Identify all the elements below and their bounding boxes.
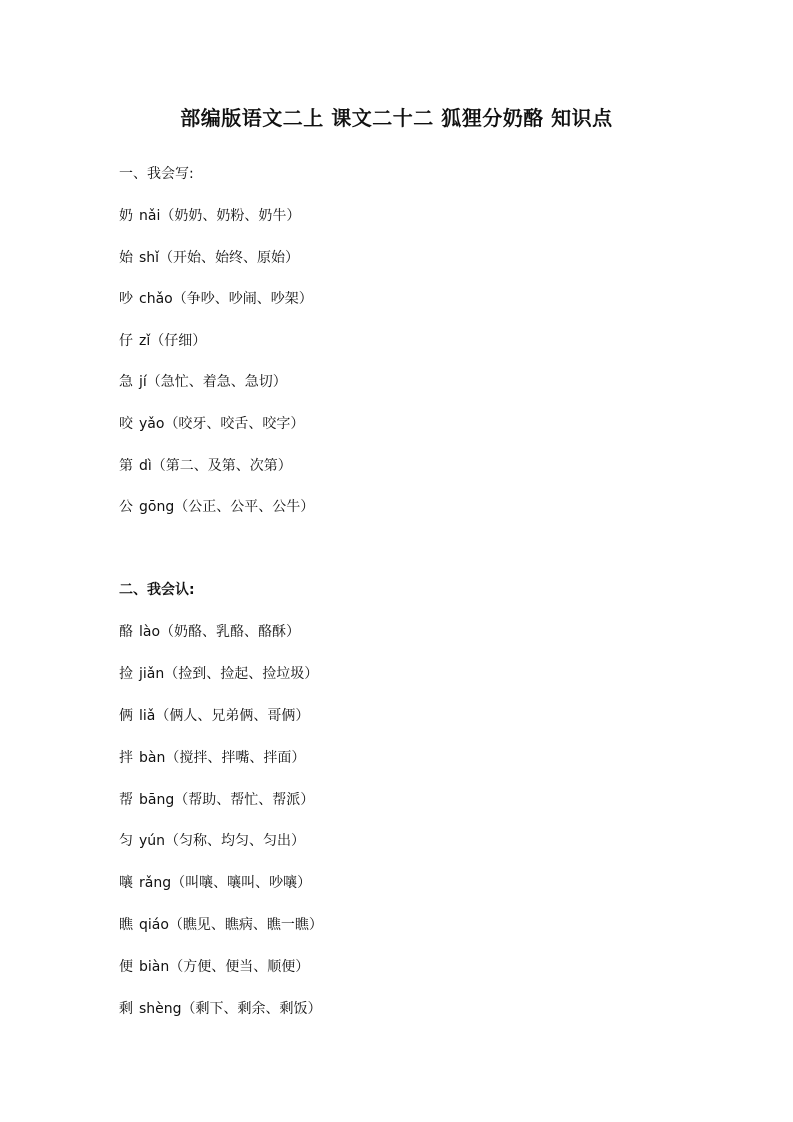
section-read	[119, 576, 719, 1037]
character: 匀	[119, 833, 133, 850]
character: 急	[119, 374, 133, 391]
pinyin: gōng	[139, 499, 175, 516]
example-words: （捡到、捡起、捡垃圾）	[164, 665, 319, 682]
character: 拌	[119, 749, 133, 766]
example-words: （方便、便当、顺便）	[169, 959, 310, 976]
pinyin: qiáo	[139, 917, 169, 934]
pinyin: liǎ	[139, 707, 156, 724]
pinyin: jiǎn	[139, 665, 165, 682]
pinyin: yún	[139, 833, 166, 850]
character: 剩	[119, 1001, 133, 1018]
example-words: （第二、及第、次第）	[151, 457, 292, 474]
pinyin: chǎo	[139, 291, 173, 308]
example-words: （剩下、剩余、剩饭）	[181, 1001, 322, 1018]
pinyin: bāng	[139, 791, 175, 808]
example-words: （奶酪、乳酪、酪酥）	[160, 624, 301, 640]
character: 嚷	[119, 875, 133, 892]
character: 奶	[119, 208, 133, 224]
pinyin: jí	[139, 374, 147, 391]
character: 瞧	[119, 917, 133, 934]
character: 仔	[119, 332, 133, 349]
list-item	[119, 285, 719, 313]
list-item	[119, 911, 719, 939]
list-item	[119, 410, 719, 438]
list-item	[119, 827, 719, 855]
example-words: （瞧见、瞧病、瞧一瞧）	[168, 917, 323, 934]
example-words: （仔细）	[150, 332, 207, 349]
list-item	[119, 995, 719, 1023]
character: 始	[119, 249, 133, 266]
list-item	[119, 618, 719, 646]
pinyin: zǐ	[139, 332, 151, 349]
section-heading: 二、我会认:	[119, 582, 195, 598]
list-item	[119, 702, 719, 730]
character: 俩	[119, 707, 133, 724]
pinyin: biàn	[139, 959, 170, 976]
list-item	[119, 327, 719, 355]
document-title: 部编版语文二上 课文二十二 狐狸分奶酪 知识点	[180, 106, 613, 130]
pinyin: yǎo	[139, 415, 165, 432]
pinyin: shèng	[139, 1001, 182, 1018]
example-words: （叫嚷、嚷叫、吵嚷）	[171, 875, 312, 892]
section-heading: 一、我会写:	[119, 166, 194, 182]
list-item	[119, 953, 719, 981]
character: 第	[119, 457, 133, 474]
list-item	[119, 786, 719, 814]
character: 帮	[119, 791, 133, 808]
list-item	[119, 869, 719, 897]
pinyin: lào	[139, 624, 161, 640]
example-words: （俩人、兄弟俩、哥俩）	[155, 707, 310, 724]
pinyin: rǎng	[139, 875, 172, 892]
example-words: （奶奶、奶粉、奶牛）	[160, 208, 301, 224]
example-words: （咬牙、咬舌、咬字）	[164, 415, 305, 432]
list-item	[119, 244, 719, 272]
example-words: （帮助、帮忙、帮派）	[174, 791, 315, 808]
list-item	[119, 744, 719, 772]
example-words: （开始、始终、原始）	[159, 249, 300, 266]
pinyin: shǐ	[139, 249, 160, 266]
list-item	[119, 202, 719, 230]
character: 捡	[119, 665, 133, 682]
pinyin: nǎi	[139, 208, 161, 224]
character: 公	[119, 499, 133, 516]
example-words: （急忙、着急、急切）	[146, 374, 287, 391]
example-words: （公正、公平、公牛）	[174, 499, 315, 516]
list-item	[119, 660, 719, 688]
list-item	[119, 493, 719, 521]
pinyin: dì	[139, 457, 152, 474]
list-item	[119, 452, 719, 480]
character: 咬	[119, 415, 133, 432]
character: 吵	[119, 291, 133, 308]
example-words: （匀称、均匀、匀出）	[165, 833, 306, 850]
example-words: （搅拌、拌嘴、拌面）	[165, 749, 306, 766]
example-words: （争吵、吵闹、吵架）	[172, 291, 313, 308]
pinyin: bàn	[139, 749, 166, 766]
character: 便	[119, 959, 133, 976]
section-write	[119, 160, 719, 535]
character: 酪	[119, 624, 133, 640]
list-item	[119, 368, 719, 396]
